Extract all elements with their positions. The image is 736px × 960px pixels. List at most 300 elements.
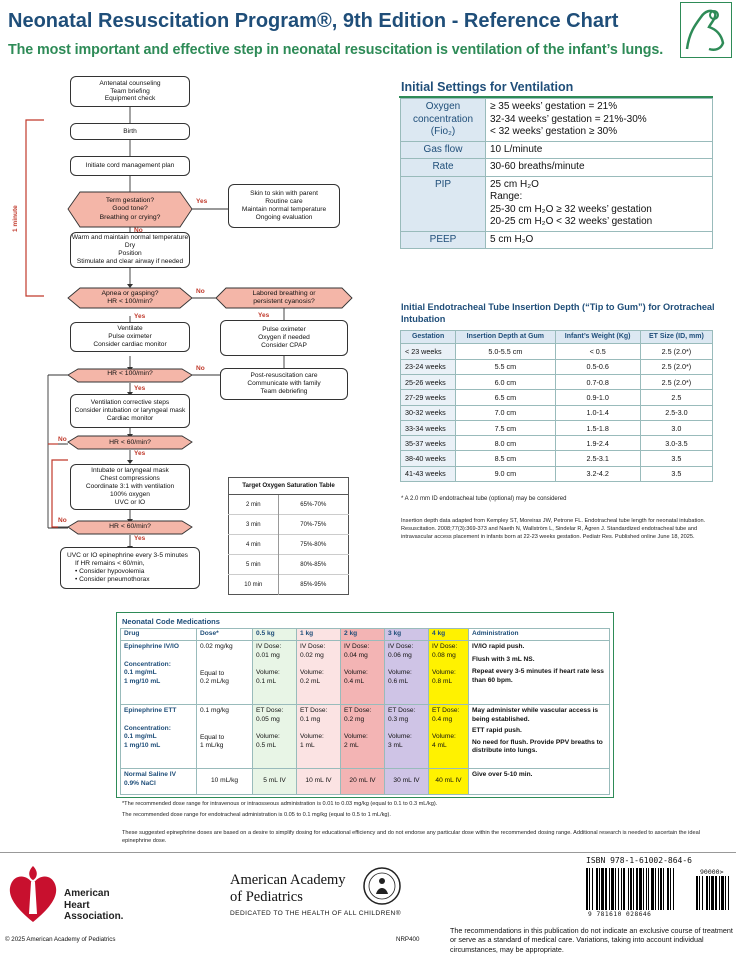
vol-label: Volume:: [300, 669, 324, 677]
barcode-bar: [630, 868, 632, 910]
column-header: Dose*: [197, 629, 253, 641]
table-row: [401, 466, 713, 481]
footnote: These suggested epinephrine doses are based on a desire to simplify dosing for educational efficiency and do not endorse any particular dose within the recommended dosing range. Additional research is needed to ascertain the ideal epinephrine dose.: [122, 830, 700, 844]
ett-table: [400, 330, 713, 482]
dose-label: IV Dose:: [388, 643, 414, 650]
wt-cell: [385, 705, 429, 769]
epi-line: UVC or IO epinephrine every 3-5 minutes: [67, 552, 188, 560]
pulse-line: Consider CPAP: [261, 341, 307, 349]
barcode-bar: [667, 868, 669, 910]
no-label: No: [134, 227, 143, 234]
vol-amount: 1 mL: [300, 741, 315, 749]
wt-cell: [385, 641, 429, 705]
ett-title: Initial Endotracheal Tube Insertion Depth (“Tip to Gum”) for Orotracheal Intubation: [401, 302, 715, 324]
vol-label: Volume:: [432, 669, 456, 677]
drug-cell: [121, 705, 197, 769]
table-cell: 7.0 cm: [456, 405, 555, 420]
o2-time: 10 min: [229, 575, 279, 595]
barcode-bar: [648, 868, 649, 910]
barcode-bar: [623, 868, 625, 910]
rate-value: 30-60 breaths/minute: [486, 159, 713, 177]
birth-label: Birth: [123, 127, 137, 135]
table-row: [401, 99, 713, 142]
o2-time: 5 min: [229, 555, 279, 575]
table-row: [401, 176, 713, 231]
decision-line: persistent cyanosis?: [253, 298, 315, 305]
vol-amount: 0.5 mL: [256, 741, 277, 749]
admin-cell: [469, 641, 610, 705]
intubate-line: Chest compressions: [100, 475, 160, 483]
equal-label: Equal to: [200, 733, 225, 741]
routine-line: Maintain normal temperature: [241, 206, 327, 213]
yes-label: Yes: [196, 198, 208, 205]
ventilate-line: Pulse oximeter: [108, 333, 152, 341]
table-row: [401, 159, 713, 177]
barcode-bar: [633, 868, 634, 910]
warm-line: Position: [118, 250, 142, 257]
aha-heart-torch-icon: [5, 862, 61, 926]
table-cell: 38-40 weeks: [401, 451, 456, 466]
isbn: ISBN 978-1-61002-864-6: [586, 856, 692, 865]
dose-label: IV Dose:: [344, 643, 370, 650]
table-row: [229, 555, 349, 575]
dose-amount: 0.01 mg: [256, 651, 280, 659]
dose-label: IV Dose:: [432, 643, 458, 650]
routine-line: Skin to skin with parent: [250, 190, 318, 198]
decision-hr-100: [80, 367, 180, 381]
one-minute-label: 1 minute: [12, 205, 19, 232]
conc-value: 0.1 mg/mL: [124, 733, 157, 741]
peep-label: PEEP: [401, 231, 486, 249]
admin-cell: Give over 5-10 min.: [469, 769, 610, 795]
decision-line: HR < 60/min?: [109, 522, 151, 530]
dose-amount: 0.4 mg: [432, 715, 453, 723]
vol-label: Volume:: [388, 669, 412, 677]
yes-label: Yes: [134, 385, 146, 392]
admin-line: IV/IO rapid push.: [472, 643, 525, 650]
dose-amount: 0.05 mg: [256, 715, 280, 723]
barcode-bar: [709, 876, 710, 910]
table-cell: 1.5-1.8: [555, 420, 640, 435]
dose-ml: 1 mL/kg: [200, 742, 224, 750]
barcode-bar: [599, 868, 600, 910]
o2-range: 85%-95%: [278, 575, 348, 595]
barcode-bar: [605, 868, 607, 910]
aha-line: Heart: [64, 899, 90, 911]
aap-line: of Pediatrics: [230, 888, 303, 905]
conc-label: Concentration:: [124, 660, 171, 668]
table-row: [229, 495, 349, 515]
wt-cell: [253, 705, 297, 769]
label-line: (Fio₂): [430, 126, 456, 137]
table-cell: 25-26 weeks: [401, 374, 456, 389]
dose-label: IV Dose:: [300, 643, 326, 650]
wt-cell: [341, 705, 385, 769]
dose-label: ET Dose:: [256, 707, 284, 714]
column-header: Infant’s Weight (Kg): [555, 331, 640, 344]
table-row: [401, 451, 713, 466]
table-cell: 0.7-0.8: [555, 374, 640, 389]
barcode-bar: [719, 876, 720, 910]
dose-label: ET Dose:: [344, 707, 372, 714]
vol-label: Volume:: [344, 669, 368, 677]
label-line: concentration: [412, 113, 474, 125]
table-cell: 3.5: [640, 451, 712, 466]
dose-cell: [197, 641, 253, 705]
table-cell: 2.5: [640, 390, 712, 405]
drug-cell: [121, 769, 197, 795]
antenatal-line: Antenatal counseling: [99, 79, 161, 87]
table-cell: 30-32 weeks: [401, 405, 456, 420]
routine-care-box: [228, 184, 340, 228]
copyright: © 2025 American Academy of Pediatrics: [5, 936, 116, 943]
conc-label: Concentration:: [124, 724, 171, 732]
medications-table: [120, 628, 610, 795]
decision-line: HR < 60/min?: [109, 438, 151, 446]
vol-amount: 2 mL: [344, 741, 359, 749]
conc-value: 0.1 mg/mL: [124, 669, 157, 677]
pip-label: PIP: [401, 176, 486, 231]
barcode-bar: [596, 868, 598, 910]
dose-label: ET Dose:: [300, 707, 328, 714]
table-cell: < 0.5: [555, 344, 640, 359]
barcode-bar: [618, 868, 619, 910]
table-cell: 2.5-3.1: [555, 451, 640, 466]
admin-cell: [469, 705, 610, 769]
decision-hr-60-b: [80, 520, 180, 534]
o2-table-title: Target Oxygen Saturation Table: [229, 478, 349, 495]
admin-line: Flush with 3 mL NS.: [472, 655, 535, 663]
peep-value: 5 cm H₂O: [486, 231, 713, 249]
product-code: NRP400: [396, 936, 420, 943]
saline-value: 20 mL IV: [341, 769, 385, 795]
conc-value: 1 mg/10 mL: [124, 741, 161, 749]
table-cell: 8.5 cm: [456, 451, 555, 466]
table-row: [401, 344, 713, 359]
column-header: Gestation: [401, 331, 456, 344]
aap-line: American Academy: [230, 872, 346, 888]
ventilate-line: Consider cardiac monitor: [93, 340, 167, 348]
dose-amount: 0.06 mg: [388, 651, 412, 659]
footnote: *The recommended dose range for intravenous or intraosseous administration is 0.01 to 0.03 mg/kg (equal to 0.1 to 0.3 mL/kg).: [122, 801, 438, 807]
table-cell: 5.5 cm: [456, 359, 555, 374]
yes-label: Yes: [134, 450, 146, 457]
wt-cell: [253, 641, 297, 705]
wt-cell: [429, 641, 469, 705]
medications-title: Neonatal Code Medications: [122, 617, 220, 626]
table-cell: 23-24 weeks: [401, 359, 456, 374]
value-line: Range:: [490, 191, 523, 202]
oxygen-values: [486, 99, 713, 142]
dose-label: ET Dose:: [432, 707, 460, 714]
aap-seal-icon: [362, 866, 402, 906]
saline-value: 5 mL IV: [253, 769, 297, 795]
barcode-bar: [628, 868, 629, 910]
footnote: The recommended dose range for endotracheal administration is 0.05 to 0.1 mg/kg (equal to 0.5 to 1 mL/kg).: [122, 812, 391, 818]
dose-cell: 10 mL/kg: [197, 769, 253, 795]
label-line: Oxygen: [425, 101, 461, 112]
vol-amount: 0.8 mL: [432, 677, 453, 685]
column-header: Drug: [121, 629, 197, 641]
table-row: [401, 436, 713, 451]
barcode-bar: [706, 876, 708, 910]
o2-time: 4 min: [229, 535, 279, 555]
decision-labored: [226, 288, 342, 308]
nrp-logo: [680, 2, 732, 58]
rate-label: Rate: [401, 159, 486, 177]
table-cell: < 23 weeks: [401, 344, 456, 359]
page-subtitle: The most important and effective step in neonatal resuscitation is ventilation of the infant’s lungs.: [8, 42, 664, 58]
no-label: No: [58, 436, 67, 443]
barcode-bar: [715, 876, 717, 910]
corrective-line: Ventilation corrective steps: [90, 399, 170, 407]
o2-range: 65%-70%: [278, 495, 348, 515]
gasflow-label: Gas flow: [401, 141, 486, 159]
oxygen-label: [401, 99, 486, 142]
table-cell: 27-29 weeks: [401, 390, 456, 405]
target-oxygen-table: [228, 477, 349, 595]
table-cell: 3.0-3.5: [640, 436, 712, 451]
intubate-line: Intubate or laryngeal mask: [91, 467, 169, 475]
decision-line: HR < 100/min?: [107, 298, 153, 305]
table-cell: 0.9-1.0: [555, 390, 640, 405]
barcode-bar: [646, 868, 647, 910]
table-cell: 41-43 weeks: [401, 466, 456, 481]
birth-box: [70, 123, 190, 140]
dose-amount: 0.04 mg: [344, 651, 368, 659]
column-header: ET Size (ID, mm): [640, 331, 712, 344]
yes-label: Yes: [258, 312, 270, 319]
wt-cell: [297, 705, 341, 769]
table-cell: 1.9-2.4: [555, 436, 640, 451]
value-line: 32-34 weeks’ gestation = 21%-30%: [490, 113, 647, 125]
drug-name: Epinephrine ETT: [124, 707, 177, 714]
routine-line: Routine care: [265, 198, 303, 206]
saline-value: 10 mL IV: [297, 769, 341, 795]
table-cell: 8.0 cm: [456, 436, 555, 451]
barcode-bar: [589, 868, 590, 910]
barcode-bar: [609, 868, 610, 910]
admin-line: ETT rapid push.: [472, 727, 522, 735]
barcode-bar: [663, 868, 664, 910]
table-row: [401, 141, 713, 159]
barcode-bar: [643, 868, 644, 910]
dose-ml: 0.2 mL/kg: [200, 678, 229, 686]
table-cell: 2.5 (2.0*): [640, 344, 712, 359]
vol-amount: 0.1 mL: [256, 677, 277, 685]
admin-line: Repeat every 3-5 minutes if heart rate less than 60 bpm.: [472, 668, 604, 684]
ett-body: [401, 344, 713, 482]
post-line: Communicate with family: [247, 380, 321, 388]
ventilate-line: Ventilate: [117, 325, 143, 333]
aap-wordmark: [230, 872, 346, 905]
ventilation-table: [400, 98, 713, 249]
value-line: 20-25 cm H₂O < 32 weeks’ gestation: [490, 216, 653, 227]
saline-value: 30 mL IV: [385, 769, 429, 795]
decision-line: Good tone?: [112, 205, 148, 213]
ventilation-title: Initial Settings for Ventilation: [401, 80, 574, 94]
table-row: [401, 374, 713, 389]
disclaimer: The recommendations in this publication do not indicate an exclusive course of treatment or serve as a standard of medical care. Variations, taking into account individual circumstances, may be appropriate.: [450, 926, 733, 954]
value-line: 25 cm H₂O: [490, 178, 539, 190]
warm-line: Stimulate and clear airway if needed: [76, 257, 184, 265]
decision-line: Apnea or gasping?: [101, 289, 159, 297]
table-row: [229, 515, 349, 535]
intubate-line: 100% oxygen: [110, 490, 150, 498]
o2-time: 3 min: [229, 515, 279, 535]
column-header: Insertion Depth at Gum: [456, 331, 555, 344]
vol-label: Volume:: [256, 733, 280, 741]
vol-amount: 4 mL: [432, 741, 447, 749]
cord-box: [70, 156, 190, 176]
page-title: Neonatal Resuscitation Program®, 9th Edition - Reference Chart: [8, 10, 619, 32]
table-cell: 33-34 weeks: [401, 420, 456, 435]
pulse-line: Oxygen if needed: [258, 334, 310, 342]
nrp-logo-icon: [681, 3, 730, 56]
table-row: [229, 575, 349, 595]
barcode-number: 9 781610 028646: [588, 911, 652, 918]
o2-range: 80%-85%: [278, 555, 348, 575]
antenatal-line: Equipment check: [104, 95, 156, 103]
post-line: Team debriefing: [260, 387, 308, 395]
dose-label: ET Dose:: [388, 707, 416, 714]
no-label: No: [58, 517, 67, 524]
column-header: 4 kg: [429, 629, 469, 641]
table-cell: 1.0-1.4: [555, 405, 640, 420]
decision-apnea: [80, 288, 180, 308]
footer-divider: [0, 852, 736, 853]
warm-box: [70, 232, 190, 268]
aha-line: American: [64, 888, 110, 899]
value-line: < 32 weeks’ gestation ≥ 30%: [490, 126, 618, 137]
pulse-line: Pulse oximeter: [262, 326, 306, 334]
table-row: [121, 769, 610, 795]
table-cell: 2.5-3.0: [640, 405, 712, 420]
barcode-bar: [655, 868, 656, 910]
o2-time: 2 min: [229, 495, 279, 515]
barcode-bar: [615, 868, 616, 910]
table-row: [401, 405, 713, 420]
column-header: 2 kg: [341, 629, 385, 641]
table-row: [401, 359, 713, 374]
pulse-oximeter-box: [220, 320, 348, 356]
vol-label: Volume:: [388, 733, 412, 741]
warm-line: Dry: [124, 242, 136, 250]
antenatal-box: [70, 76, 190, 107]
table-cell: 9.0 cm: [456, 466, 555, 481]
wt-cell: [429, 705, 469, 769]
table-cell: 0.5-0.6: [555, 359, 640, 374]
table-cell: 6.5 cm: [456, 390, 555, 405]
barcode-bar: [702, 876, 703, 910]
epi-line: If HR remains < 60/min,: [75, 560, 145, 568]
vol-label: Volume:: [344, 733, 368, 741]
column-header: 1 kg: [297, 629, 341, 641]
column-header: 0.5 kg: [253, 629, 297, 641]
barcode-bar: [696, 876, 698, 910]
epinephrine-box: [60, 547, 200, 589]
yes-label: Yes: [134, 535, 146, 542]
table-cell: 2.5 (2.0*): [640, 359, 712, 374]
intubate-box: [70, 464, 190, 510]
vol-amount: 3 mL: [388, 741, 403, 749]
warm-line: Warm and maintain normal temperature: [71, 234, 189, 242]
table-header-row: [121, 629, 610, 641]
barcode-bar: [651, 868, 654, 910]
decision-line: Term gestation?: [105, 197, 155, 205]
table-cell: 3.2-4.2: [555, 466, 640, 481]
barcode-bar: [699, 876, 700, 910]
barcode-bar: [673, 868, 674, 910]
epi-line: • Consider pneumothorax: [75, 575, 150, 583]
barcode-bar: [728, 876, 729, 910]
value-line: 25-30 cm H₂O ≥ 32 weeks’ gestation: [490, 203, 652, 215]
intubate-line: UVC or IO: [114, 498, 146, 506]
admin-line: No need for flush. Provide PPV breaths to distribute into lungs.: [472, 738, 603, 755]
barcode-bar: [611, 868, 614, 910]
table-header-row: [401, 331, 713, 344]
wt-cell: [297, 641, 341, 705]
corrective-steps-box: [70, 394, 190, 428]
dose-value: 0.1 mg/kg: [200, 707, 229, 714]
table-row: [401, 231, 713, 249]
conc-value: 1 mg/10 mL: [124, 677, 161, 685]
aha-line: Association.: [64, 911, 124, 922]
intubate-line: Coordinate 3:1 with ventilation: [85, 483, 175, 491]
table-row: [121, 705, 610, 769]
dose-label: IV Dose:: [256, 643, 282, 650]
table-cell: 3.0: [640, 420, 712, 435]
vol-label: Volume:: [300, 733, 324, 741]
yes-label: Yes: [134, 313, 146, 320]
drug-name: Normal Saline IV: [124, 771, 177, 778]
pip-values: [486, 176, 713, 231]
dose-amount: 0.02 mg: [300, 651, 324, 659]
ett-reference: Insertion depth data adapted from Kempley ST, Moreiras JW, Petrone FL. Endotracheal tube length for neonatal intubation. Resuscitation. 2008;77(3):369-373 and Naeth N, Wallström L, Sindelar R, Ågren J. Standardized endotracheal tube and intravascular access placement in infants born at 22-23 weeks gestation. Pediatr Res. Published online June 18, 2025.: [401, 518, 706, 540]
barcode-bar: [621, 868, 622, 910]
barcode-bar: [725, 876, 726, 910]
epi-line: • Consider hypovolemia: [75, 568, 145, 575]
decision-hr-60-a: [80, 436, 180, 450]
decision-line: Breathing or crying?: [99, 213, 161, 221]
dose-amount: 0.08 mg: [432, 651, 456, 659]
table-cell: 6.0 cm: [456, 374, 555, 389]
barcode-bar: [658, 868, 659, 910]
ett-note: * A 2.0 mm ID endotracheal tube (optional) may be considered: [401, 496, 567, 502]
table-row: [401, 390, 713, 405]
decision-line: Labored breathing or: [252, 289, 316, 297]
o2-range: 75%-80%: [278, 535, 348, 555]
table-cell: 7.5 cm: [456, 420, 555, 435]
post-resuscitation-box: [220, 368, 348, 400]
corrective-line: Cardiac monitor: [106, 414, 154, 422]
decision-term-gestation: [80, 192, 180, 227]
barcode-suffix: 90000>: [700, 868, 724, 876]
table-row: [401, 420, 713, 435]
barcode-bar: [586, 868, 588, 910]
value-line: ≥ 35 weeks’ gestation = 21%: [490, 101, 618, 112]
corrective-line: Consider intubation or laryngeal mask: [74, 407, 186, 415]
dose-amount: 0.1 mg: [300, 715, 321, 723]
aap-tagline: DEDICATED TO THE HEALTH OF ALL CHILDREN®: [230, 910, 401, 917]
admin-line: May administer while vascular access is being established.: [472, 707, 599, 723]
antenatal-line: Team briefing: [110, 87, 150, 95]
barcode-bar: [636, 868, 638, 910]
dose-value: 0.02 mg/kg: [200, 643, 233, 650]
table-row: [229, 535, 349, 555]
barcode-bar: [721, 876, 724, 910]
gasflow-value: 10 L/minute: [486, 141, 713, 159]
